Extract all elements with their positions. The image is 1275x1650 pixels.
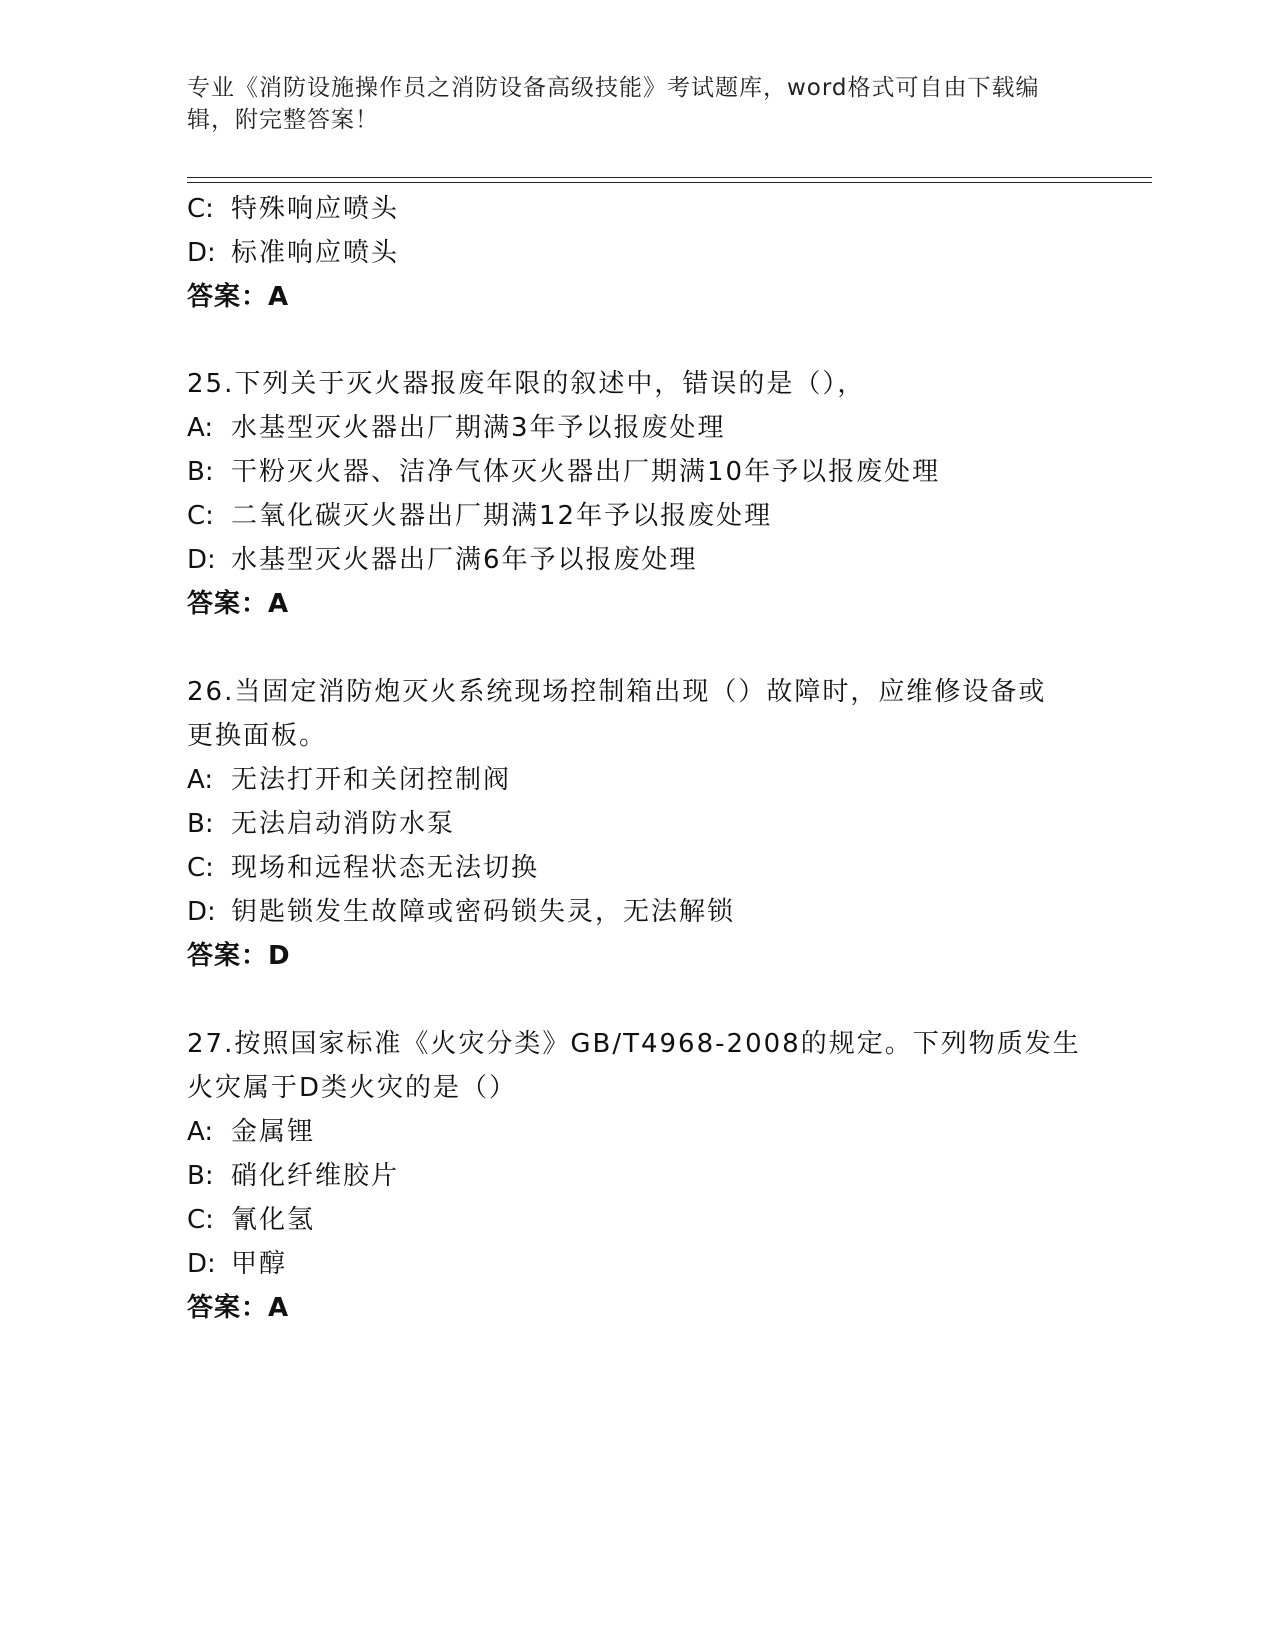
option-letter: D: <box>187 1249 216 1279</box>
option-line <box>187 412 726 444</box>
option-text: 水基型灭火器出厂期满3年予以报废处理 <box>231 413 726 443</box>
option-text: 干粉灭火器、洁净气体灭火器出厂期满10年予以报废处理 <box>231 457 941 487</box>
option-letter: C: <box>187 194 214 224</box>
option-text: 水基型灭火器出厂满6年予以报废处理 <box>231 545 698 575</box>
option-text: 标准响应喷头 <box>231 238 400 268</box>
option-text: 无法启动消防水泵 <box>231 809 456 839</box>
option-text: 硝化纤维胶片 <box>231 1161 400 1191</box>
answer-line: 答案：D <box>187 941 291 971</box>
option-line <box>187 237 399 269</box>
option-letter: B: <box>187 809 214 839</box>
option-line <box>187 1116 315 1148</box>
option-line <box>187 193 399 225</box>
header-rule-top <box>187 177 1152 178</box>
option-line <box>187 1248 287 1280</box>
question-stem: 26.当固定消防炮灭火系统现场控制箱出现（）故障时，应维修设备或 <box>187 677 1047 707</box>
option-letter: C: <box>187 1205 214 1235</box>
option-letter: D: <box>187 545 216 575</box>
option-letter: B: <box>187 457 214 487</box>
option-line <box>187 852 539 884</box>
question-stem-continued: 更换面板。 <box>187 721 328 751</box>
option-text: 特殊响应喷头 <box>231 194 400 224</box>
question-stem: 25.下列关于灭火器报废年限的叙述中，错误的是（）， <box>187 369 866 399</box>
question-stem: 27.按照国家标准《火灾分类》GB/T4968-2008的规定。下列物质发生 <box>187 1029 1081 1059</box>
option-letter: B: <box>187 1161 214 1191</box>
answer-line: 答案：A <box>187 589 290 619</box>
option-line <box>187 456 940 488</box>
header-rule-bottom <box>187 182 1152 183</box>
option-text: 钥匙锁发生故障或密码锁失灵，无法解锁 <box>231 897 736 927</box>
option-line <box>187 1204 315 1236</box>
option-text: 金属锂 <box>231 1117 316 1147</box>
answer-line: 答案：A <box>187 282 290 312</box>
option-text: 氰化氢 <box>231 1205 316 1235</box>
option-letter: C: <box>187 501 214 531</box>
answer-line: 答案：A <box>187 1293 290 1323</box>
option-line <box>187 896 735 928</box>
question-stem-continued: 火灾属于D类火灾的是（） <box>187 1073 518 1103</box>
option-text: 无法打开和关闭控制阀 <box>231 765 512 795</box>
option-letter: A: <box>187 765 214 795</box>
option-line <box>187 544 698 576</box>
option-line <box>187 764 511 796</box>
document-header: 专业《消防设施操作员之消防设备高级技能》考试题库，word格式可自由下载编辑，附完整答案！ <box>187 75 1040 133</box>
option-line <box>187 1160 399 1192</box>
option-text: 甲醇 <box>231 1249 288 1279</box>
option-letter: C: <box>187 853 214 883</box>
option-letter: A: <box>187 413 214 443</box>
option-text: 现场和远程状态无法切换 <box>231 853 540 883</box>
option-line <box>187 500 772 532</box>
option-letter: A: <box>187 1117 214 1147</box>
option-line <box>187 808 455 840</box>
option-text: 二氧化碳灭火器出厂期满12年予以报废处理 <box>231 501 773 531</box>
option-letter: D: <box>187 897 216 927</box>
option-letter: D: <box>187 238 216 268</box>
